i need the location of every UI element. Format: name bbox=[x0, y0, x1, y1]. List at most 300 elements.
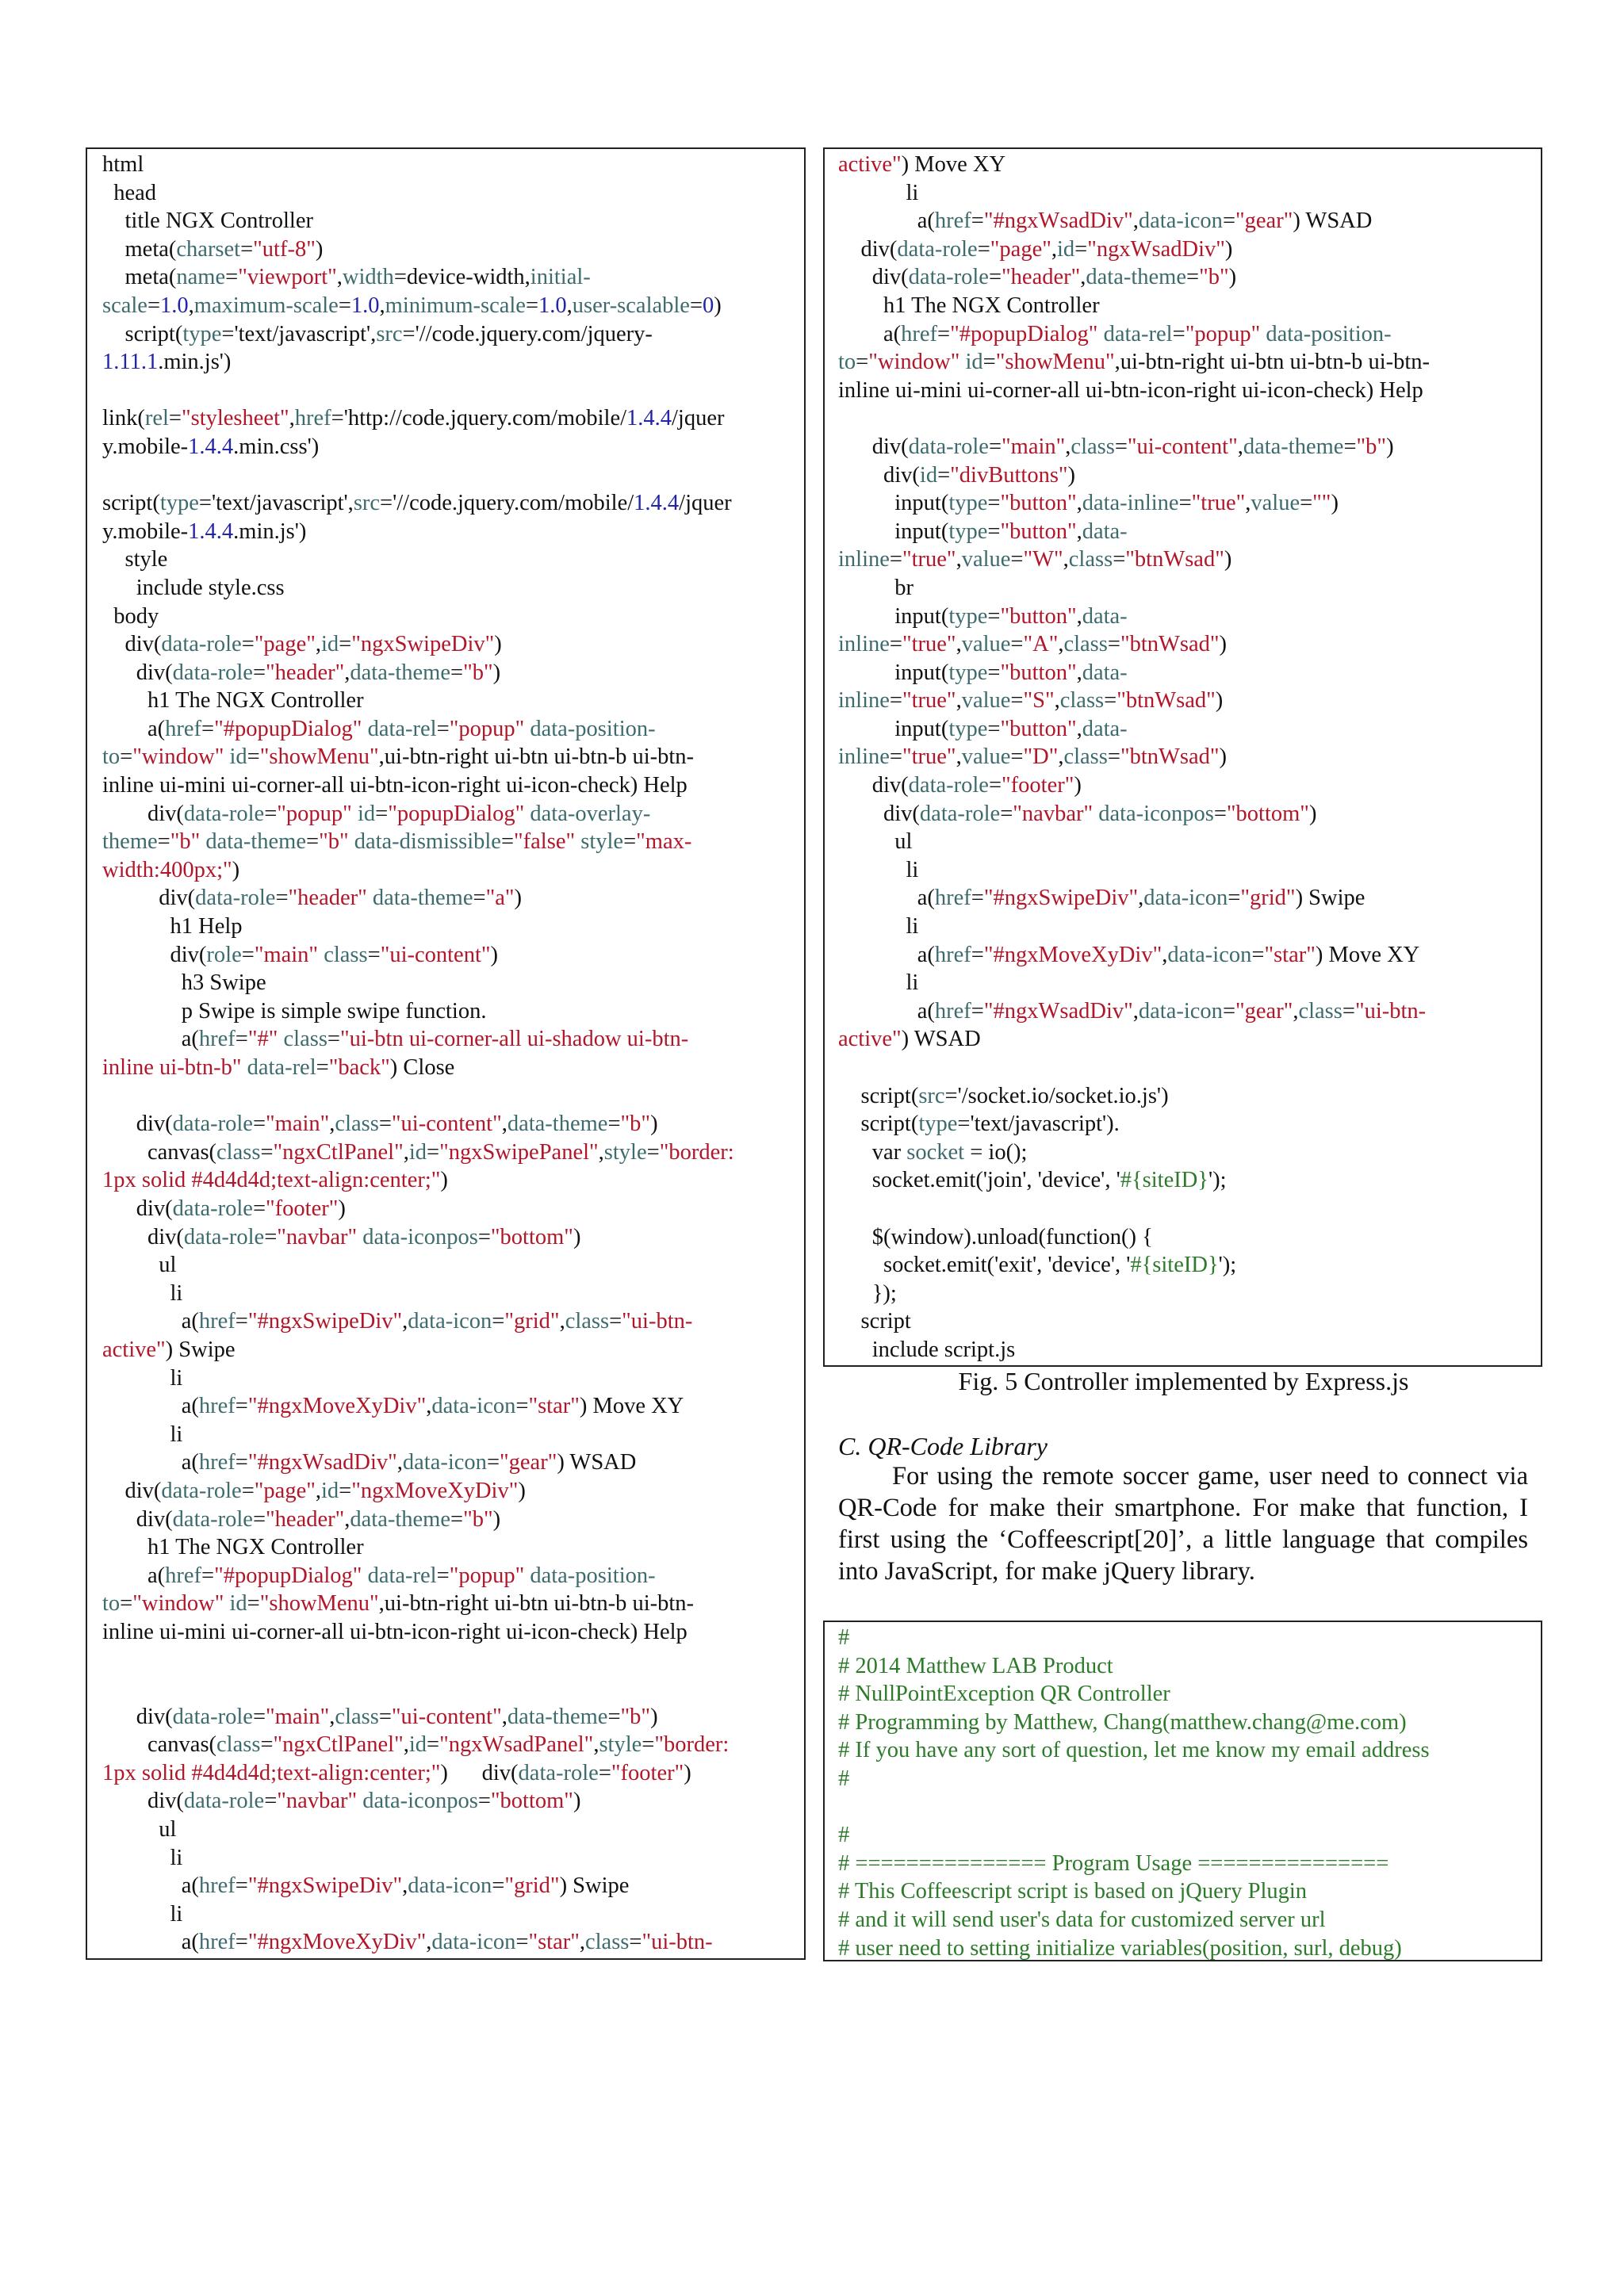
code-token: minimum-scale bbox=[385, 293, 526, 318]
code-token: /jquer bbox=[672, 406, 725, 431]
code-token: div( bbox=[838, 462, 920, 488]
code-token: input( bbox=[838, 660, 949, 685]
code-token: style bbox=[599, 1732, 642, 1758]
code-token: 1.4.4 bbox=[188, 434, 234, 459]
code-token: 1.0 bbox=[350, 293, 380, 318]
code-token: a( bbox=[102, 1563, 166, 1588]
code-token: = bbox=[252, 1196, 266, 1221]
code-token: "footer" bbox=[611, 1760, 684, 1785]
code-line bbox=[838, 1934, 1530, 1961]
code-token: # user need to setting initialize variables(position, surl, debug) bbox=[838, 1935, 1402, 1961]
code-line bbox=[838, 348, 1530, 377]
code-token: = bbox=[477, 1224, 491, 1249]
code-line bbox=[838, 630, 1530, 659]
code-token: "navbar" bbox=[277, 1789, 358, 1814]
code-token: li bbox=[102, 1365, 183, 1391]
code-token: li bbox=[102, 1901, 183, 1927]
code-token: data-rel bbox=[367, 716, 437, 741]
code-line bbox=[102, 1025, 793, 1054]
code-token: type bbox=[182, 321, 222, 346]
code-token: "main" bbox=[254, 942, 319, 967]
code-token: ) bbox=[1224, 236, 1233, 262]
code-token: div( bbox=[102, 1506, 173, 1532]
code-line bbox=[838, 1054, 1530, 1082]
code-token: ='http://code.jquery.com/mobile/ bbox=[331, 406, 627, 431]
code-token: = bbox=[450, 660, 464, 685]
code-token: "max- bbox=[636, 829, 692, 855]
code-token: = bbox=[201, 716, 215, 741]
code-token: ) bbox=[573, 1224, 581, 1249]
code-token: "star" bbox=[528, 1394, 580, 1419]
code-token: a( bbox=[102, 716, 166, 741]
code-token: , bbox=[956, 744, 962, 770]
code-line bbox=[838, 743, 1530, 771]
code-line bbox=[102, 715, 793, 744]
code-token: ) bbox=[1067, 462, 1076, 488]
code-token: "#popupDialog" bbox=[214, 1563, 362, 1588]
code-line bbox=[102, 941, 793, 970]
code-token: = bbox=[1228, 886, 1241, 911]
code-line bbox=[102, 1166, 793, 1195]
code-token: a( bbox=[102, 1450, 199, 1475]
code-token: "button" bbox=[1000, 660, 1077, 685]
code-token: href bbox=[934, 886, 971, 911]
code-token: ) bbox=[1308, 801, 1317, 826]
code-token: "#popupDialog" bbox=[214, 716, 362, 741]
code-token: id bbox=[408, 1732, 427, 1758]
code-token: "window" bbox=[132, 1591, 224, 1617]
code-token: = bbox=[988, 773, 1002, 798]
code-token: ) bbox=[573, 1789, 581, 1814]
code-token: class bbox=[335, 1112, 379, 1137]
code-token: ) bbox=[684, 1760, 691, 1785]
code-token: , bbox=[402, 1873, 408, 1899]
code-line bbox=[102, 461, 793, 490]
code-line bbox=[838, 1251, 1530, 1280]
code-token: = bbox=[971, 942, 984, 967]
code-token: meta( bbox=[102, 236, 177, 262]
code-token: , bbox=[956, 547, 962, 572]
code-token: theme bbox=[102, 829, 158, 855]
code-token: , bbox=[1138, 886, 1144, 911]
code-token: data-role bbox=[518, 1760, 599, 1785]
code-token: inline ui-btn-b" bbox=[102, 1055, 242, 1080]
code-token: # Programming by Matthew, Chang(matthew.chang@me.com) bbox=[838, 1709, 1407, 1735]
code-token: , bbox=[396, 1450, 403, 1475]
code-line bbox=[102, 263, 793, 292]
code-token: = bbox=[168, 406, 182, 431]
code-token: , bbox=[1076, 660, 1082, 685]
code-token: ='text/javascript', bbox=[221, 321, 377, 346]
code-line bbox=[838, 1195, 1530, 1223]
code-token: , bbox=[1076, 603, 1082, 629]
code-token: charset bbox=[176, 236, 241, 262]
code-line bbox=[102, 1618, 793, 1647]
code-line bbox=[102, 800, 793, 828]
code-token: = bbox=[260, 1732, 274, 1758]
code-token: class bbox=[335, 1704, 379, 1729]
code-line bbox=[102, 1674, 793, 1703]
code-token: , bbox=[403, 1139, 409, 1165]
code-token: li bbox=[102, 1280, 183, 1306]
code-token: "#ngxWsadDiv" bbox=[247, 1450, 397, 1475]
code-token: ) bbox=[650, 1112, 658, 1137]
code-token: , bbox=[1132, 998, 1139, 1024]
code-line bbox=[838, 800, 1530, 828]
code-token: class bbox=[1063, 744, 1108, 770]
code-token: = bbox=[1104, 688, 1117, 714]
code-token: '); bbox=[1208, 1168, 1227, 1193]
code-token: div( bbox=[102, 801, 184, 826]
code-line bbox=[102, 377, 793, 405]
code-token: "true" bbox=[902, 688, 956, 714]
code-token: = bbox=[1107, 632, 1120, 657]
code-token: , bbox=[344, 660, 350, 685]
figure-caption: Fig. 5 Controller implemented by Express.js bbox=[958, 1367, 1409, 1395]
code-token: include script.js bbox=[838, 1337, 1016, 1362]
code-line bbox=[102, 1223, 793, 1252]
code-token: role bbox=[206, 942, 242, 967]
code-token: data-role bbox=[195, 886, 276, 911]
code-line bbox=[838, 1906, 1530, 1934]
code-line bbox=[838, 1138, 1530, 1167]
code-line bbox=[102, 235, 793, 264]
code-token: = bbox=[264, 1789, 278, 1814]
code-line bbox=[838, 828, 1530, 856]
code-token: = bbox=[367, 942, 381, 967]
code-token: = bbox=[607, 1704, 621, 1729]
code-token: data-position- bbox=[530, 716, 656, 741]
code-token: href bbox=[198, 1873, 236, 1899]
code-token: active" bbox=[102, 1337, 166, 1362]
code-token: = bbox=[1074, 236, 1088, 262]
code-line bbox=[102, 1506, 793, 1534]
code-token: , bbox=[315, 1478, 321, 1503]
code-token: = bbox=[1222, 209, 1236, 234]
code-token: = bbox=[252, 1112, 266, 1137]
code-token: data-role bbox=[919, 801, 1001, 826]
code-token: = bbox=[477, 1789, 491, 1814]
code-token: style bbox=[102, 547, 168, 572]
code-token: script bbox=[838, 1309, 911, 1334]
code-token: data-theme bbox=[372, 886, 473, 911]
code-line bbox=[838, 377, 1530, 405]
code-token: # bbox=[838, 1823, 850, 1848]
code-token: body bbox=[102, 603, 159, 629]
code-token: "window" bbox=[132, 744, 224, 770]
code-token: ) Move XY bbox=[579, 1394, 684, 1419]
code-token: "ui-content" bbox=[380, 942, 491, 967]
code-token: ,ui-btn-right ui-btn ui-btn-b ui-btn- bbox=[378, 744, 695, 770]
code-token: "back" bbox=[328, 1055, 390, 1080]
code-token: var bbox=[838, 1139, 907, 1165]
code-token: value bbox=[961, 547, 1011, 572]
code-token: , bbox=[579, 1930, 585, 1955]
code-token: , bbox=[402, 1309, 408, 1334]
code-token: ) Close bbox=[389, 1055, 455, 1080]
code-token: = bbox=[252, 660, 266, 685]
code-token: data-rel bbox=[247, 1055, 316, 1080]
code-token: "#" bbox=[247, 1027, 278, 1052]
code-line bbox=[838, 518, 1530, 546]
code-token: id bbox=[408, 1139, 427, 1165]
code-token: "true" bbox=[902, 744, 956, 770]
code-token: id bbox=[965, 350, 983, 375]
code-token: , bbox=[426, 1930, 432, 1955]
code-token: data-icon bbox=[1138, 998, 1223, 1024]
code-token: = bbox=[1185, 265, 1200, 290]
code-token: "button" bbox=[1000, 491, 1077, 516]
code-token: title NGX Controller bbox=[102, 209, 313, 234]
code-token: ) bbox=[1224, 547, 1232, 572]
code-token: type bbox=[948, 519, 988, 544]
code-token: = bbox=[1251, 942, 1265, 967]
code-token: div( bbox=[102, 942, 207, 967]
code-token: data-icon bbox=[431, 1930, 516, 1955]
code-line bbox=[838, 1110, 1530, 1138]
code-token bbox=[367, 886, 373, 910]
code-line bbox=[838, 603, 1530, 631]
code-token: div( bbox=[102, 886, 196, 911]
code-token: data- bbox=[1082, 519, 1128, 544]
code-line bbox=[838, 1307, 1530, 1336]
code-token: ) Move XY bbox=[901, 152, 1006, 177]
code-line bbox=[838, 1652, 1530, 1681]
code-line bbox=[838, 913, 1530, 941]
code-token: = bbox=[247, 1591, 260, 1617]
code-line bbox=[838, 545, 1530, 574]
code-token: inline ui-mini ui-corner-all ui-btn-icon-right ui-icon-check) Help bbox=[102, 1619, 688, 1644]
code-token: a( bbox=[838, 209, 935, 234]
code-token: href bbox=[198, 1930, 236, 1955]
code-token: ul bbox=[102, 1253, 177, 1278]
code-token: "ngxCtlPanel" bbox=[273, 1732, 404, 1758]
code-token: = bbox=[889, 632, 902, 657]
code-token: href bbox=[934, 209, 971, 234]
code-token: '); bbox=[1218, 1253, 1237, 1278]
code-token: ,ui-btn-right ui-btn ui-btn-b ui-btn- bbox=[1114, 350, 1431, 375]
code-token: "#ngxMoveXyDiv" bbox=[247, 1394, 427, 1419]
code-line bbox=[102, 969, 793, 997]
code-token: = bbox=[598, 1760, 611, 1785]
code-token: "utf-8" bbox=[253, 236, 316, 262]
code-token: = bbox=[235, 1930, 248, 1955]
code-token: , bbox=[426, 1394, 432, 1419]
code-token bbox=[278, 1027, 283, 1051]
code-token: "b" bbox=[463, 1506, 493, 1532]
code-token: "b" bbox=[463, 660, 493, 685]
code-token: "#ngxMoveXyDiv" bbox=[983, 942, 1162, 967]
code-token: data-role bbox=[172, 1196, 253, 1221]
code-token: , bbox=[956, 688, 962, 714]
code-token: , bbox=[289, 406, 295, 431]
code-token: , bbox=[598, 1139, 604, 1165]
code-line bbox=[838, 856, 1530, 885]
code-token: ) WSAD bbox=[901, 1027, 981, 1052]
code-token: data-dismissible bbox=[354, 829, 501, 855]
code-token: , bbox=[566, 293, 573, 318]
code-token: = bbox=[642, 1732, 655, 1758]
code-token: data-role bbox=[897, 236, 978, 262]
code-token: "star" bbox=[528, 1930, 580, 1955]
code-token: = bbox=[629, 1930, 642, 1955]
code-token: , bbox=[1076, 491, 1082, 516]
code-line bbox=[102, 433, 793, 461]
code-line bbox=[838, 1736, 1530, 1765]
code-token: "b" bbox=[319, 829, 349, 855]
code-token: id bbox=[1056, 236, 1075, 262]
code-token: ) Swipe bbox=[559, 1873, 630, 1899]
code-token: type bbox=[159, 491, 199, 516]
code-token: "ngxCtlPanel" bbox=[273, 1139, 404, 1165]
code-token: "main" bbox=[1002, 434, 1066, 459]
code-token: = bbox=[1010, 744, 1024, 770]
code-token: inline bbox=[838, 547, 890, 572]
code-token: , bbox=[379, 293, 385, 318]
code-token: data-icon bbox=[408, 1309, 492, 1334]
code-line bbox=[102, 207, 793, 235]
code-line bbox=[102, 630, 793, 659]
code-token: data-icon bbox=[408, 1873, 492, 1899]
code-token: meta( bbox=[102, 265, 177, 290]
code-token: , bbox=[559, 1309, 565, 1334]
code-token: = bbox=[982, 350, 996, 375]
code-line bbox=[838, 1821, 1530, 1850]
code-token: data-role bbox=[908, 265, 989, 290]
code-token: = bbox=[1343, 434, 1357, 459]
code-token: "showMenu" bbox=[259, 744, 379, 770]
code-token: "ngxWsadPanel" bbox=[439, 1732, 594, 1758]
code-token: , bbox=[501, 1704, 508, 1729]
code-token: $(window).unload(function() { bbox=[838, 1224, 1153, 1249]
code-token: , bbox=[315, 632, 321, 657]
code-line bbox=[102, 179, 793, 208]
code-token: ='//code.jquery.com/jquery- bbox=[402, 321, 653, 346]
code-line bbox=[102, 1054, 793, 1082]
code-token: "#ngxWsadDiv" bbox=[983, 209, 1133, 234]
code-token: style bbox=[603, 1139, 647, 1165]
code-token: "bottom" bbox=[1226, 801, 1309, 826]
code-token: "stylesheet" bbox=[181, 406, 289, 431]
code-token: value bbox=[1251, 491, 1300, 516]
code-token: data-overlay- bbox=[530, 801, 651, 826]
code-token: # 2014 Matthew LAB Product bbox=[838, 1653, 1113, 1678]
code-token: data-icon bbox=[431, 1394, 516, 1419]
code-token: 1.11.1 bbox=[102, 350, 159, 375]
code-token: active" bbox=[838, 152, 902, 177]
code-token: li bbox=[838, 970, 919, 996]
code-token: = bbox=[486, 1450, 500, 1475]
code-token: html bbox=[102, 152, 144, 177]
code-token: ) bbox=[315, 236, 324, 262]
code-line bbox=[838, 771, 1530, 800]
code-token: = bbox=[147, 293, 161, 318]
code-line bbox=[838, 1877, 1530, 1906]
code-line bbox=[838, 997, 1530, 1026]
code-token: div( bbox=[102, 660, 173, 685]
code-token: div( bbox=[838, 801, 920, 826]
code-token: "true" bbox=[1191, 491, 1246, 516]
code-token: div( bbox=[838, 236, 898, 262]
code-token: , bbox=[188, 293, 194, 318]
code-token: = bbox=[971, 998, 984, 1024]
code-token: , bbox=[329, 1704, 335, 1729]
code-token: div( bbox=[838, 434, 909, 459]
code-token: y.mobile- bbox=[102, 434, 189, 459]
code-token: = bbox=[607, 1112, 621, 1137]
code-token: class bbox=[216, 1139, 261, 1165]
code-token: value bbox=[961, 688, 1011, 714]
code-token: ) bbox=[338, 1196, 346, 1221]
code-token: #{siteID} bbox=[1120, 1168, 1208, 1193]
code-token: , bbox=[1063, 547, 1069, 572]
code-token: "#ngxSwipeDiv" bbox=[247, 1309, 403, 1334]
code-token: = bbox=[427, 1139, 440, 1165]
code-token: width bbox=[342, 265, 394, 290]
code-token: = bbox=[157, 829, 170, 855]
code-token: = bbox=[988, 265, 1002, 290]
code-token: = bbox=[500, 829, 515, 855]
code-token: div( bbox=[102, 1112, 173, 1137]
code-token: = bbox=[241, 942, 255, 967]
code-line bbox=[838, 1025, 1530, 1054]
code-token: data-theme bbox=[1086, 265, 1186, 290]
code-token: "ui-btn- bbox=[642, 1930, 713, 1955]
code-token: = bbox=[264, 801, 278, 826]
code-token: ) bbox=[518, 1478, 526, 1503]
code-token: "page" bbox=[990, 236, 1051, 262]
code-token: = bbox=[515, 1394, 529, 1419]
code-line bbox=[102, 1195, 793, 1223]
code-token: class bbox=[283, 1027, 327, 1052]
code-token: "header" bbox=[288, 886, 367, 911]
code-token: ,ui-btn-right ui-btn ui-btn-b ui-btn- bbox=[378, 1591, 695, 1617]
code-token: = bbox=[1010, 632, 1024, 657]
code-token: = bbox=[339, 632, 352, 657]
code-token: , bbox=[1076, 519, 1082, 544]
code-line bbox=[838, 687, 1530, 715]
code-token: "border: bbox=[659, 1139, 734, 1165]
code-token: =device-width, bbox=[393, 265, 530, 290]
code-token: "ui-content" bbox=[391, 1704, 502, 1729]
code-token: p Swipe is simple swipe function. bbox=[102, 998, 487, 1024]
code-token: src bbox=[918, 1083, 945, 1108]
code-token: class bbox=[216, 1732, 261, 1758]
code-token: "W" bbox=[1023, 547, 1063, 572]
code-token: ) bbox=[492, 660, 501, 685]
code-token: to bbox=[102, 744, 121, 770]
code-line bbox=[102, 292, 793, 320]
code-token: = bbox=[609, 1309, 622, 1334]
code-line bbox=[838, 151, 1530, 179]
code-token: = bbox=[327, 1027, 340, 1052]
code-token: type bbox=[948, 603, 988, 629]
code-token: head bbox=[102, 180, 157, 205]
code-token: = bbox=[201, 1563, 215, 1588]
code-token: = bbox=[427, 1732, 440, 1758]
code-token: data-theme bbox=[1243, 434, 1344, 459]
code-token: data-role bbox=[172, 660, 253, 685]
code-token: "popupDialog" bbox=[388, 801, 525, 826]
code-line bbox=[838, 574, 1530, 603]
code-token: = bbox=[235, 1873, 248, 1899]
code-token: input( bbox=[838, 491, 949, 516]
code-token: ) bbox=[650, 1704, 658, 1729]
code-token: "ui-btn- bbox=[1354, 998, 1427, 1024]
code-token: br bbox=[838, 575, 914, 600]
code-token: data-role bbox=[172, 1506, 253, 1532]
code-token: "ngxSwipeDiv" bbox=[351, 632, 495, 657]
